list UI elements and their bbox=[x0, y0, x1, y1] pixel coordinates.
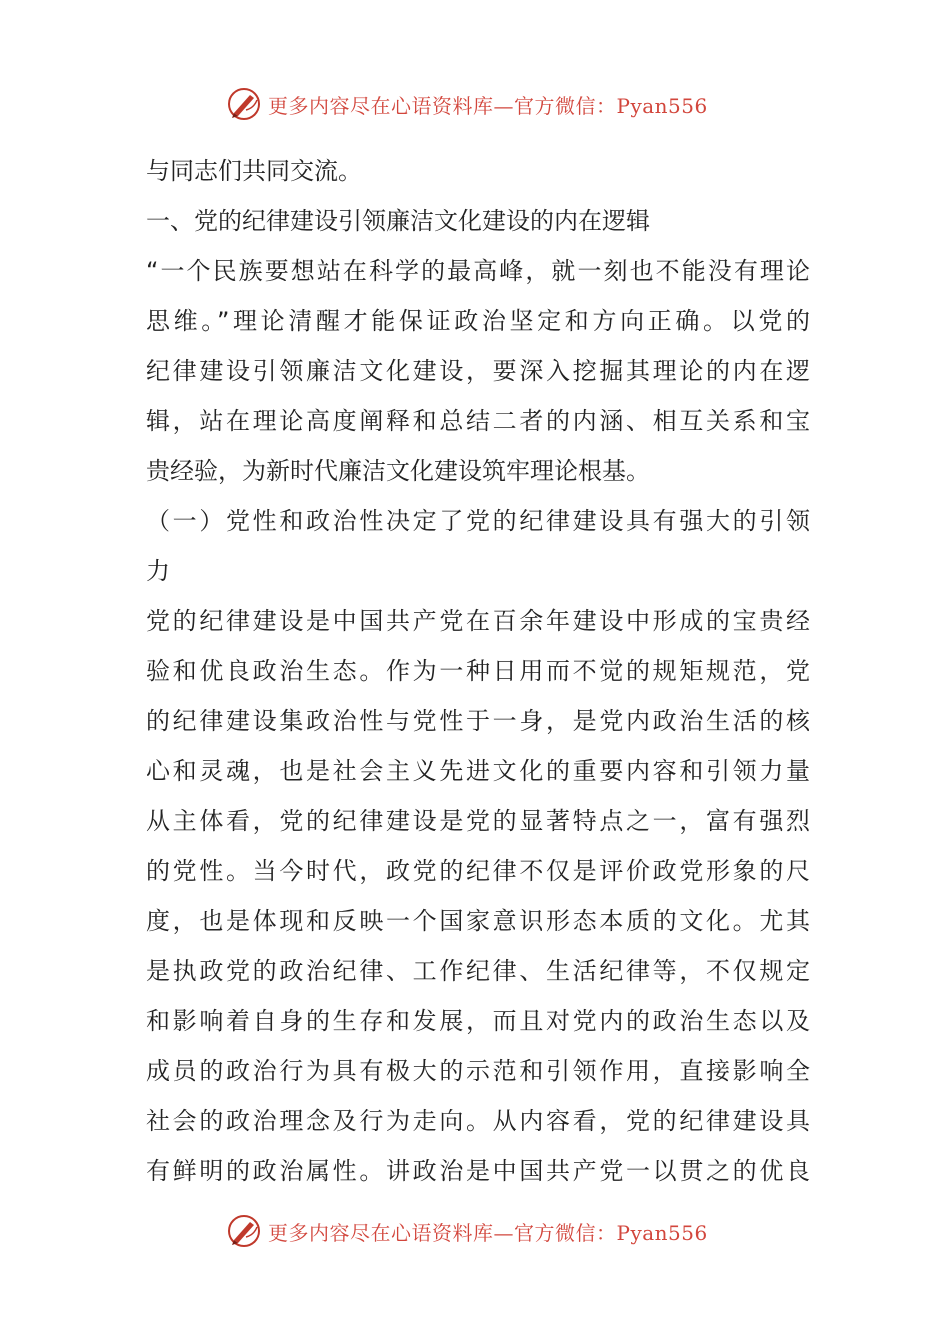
line-3: “一个民族要想站在科学的最高峰，就一刻也不能没有理论 bbox=[146, 257, 810, 285]
line-4: 思维。”理论清醒才能保证政治坚定和方向正确。以党的 bbox=[146, 307, 810, 335]
document-body bbox=[146, 146, 810, 1196]
line-21: 有鲜明的政治属性。讲政治是中国共产党一以贯之的优良 bbox=[146, 1157, 810, 1185]
line-18: 和影响着自身的生存和发展，而且对党内的政治生态以及 bbox=[146, 1007, 810, 1035]
pen-logo-icon bbox=[226, 86, 262, 122]
pen-logo-icon bbox=[226, 1213, 262, 1249]
line-1: 与同志们共同交流。 bbox=[146, 157, 362, 185]
line-6: 辑，站在理论高度阐释和总结二者的内涵、相互关系和宝 bbox=[146, 407, 810, 435]
banner-text: 更多内容尽在心语资料库—官方微信：Pyan556 bbox=[268, 1220, 708, 1245]
line-12: 的纪律建设集政治性与党性于一身，是党内政治生活的核 bbox=[146, 707, 810, 735]
line-11: 验和优良政治生态。作为一种日用而不觉的规矩规范，党 bbox=[146, 657, 810, 685]
line-15: 的党性。当今时代，政党的纪律不仅是评价政党形象的尺 bbox=[146, 857, 810, 885]
footer-banner bbox=[226, 1211, 708, 1251]
line-7: 贵经验，为新时代廉洁文化建设筑牢理论根基。 bbox=[146, 457, 650, 485]
section-heading: 一、党的纪律建设引领廉洁文化建设的内在逻辑 bbox=[146, 207, 650, 235]
line-20: 社会的政治理念及行为走向。从内容看，党的纪律建设具 bbox=[146, 1107, 810, 1135]
line-10: 党的纪律建设是中国共产党在百余年建设中形成的宝贵经 bbox=[146, 607, 810, 635]
line-5: 纪律建设引领廉洁文化建设，要深入挖掘其理论的内在逻 bbox=[146, 357, 810, 385]
line-14: 从主体看，党的纪律建设是党的显著特点之一，富有强烈 bbox=[146, 807, 810, 835]
header-banner bbox=[226, 84, 708, 124]
line-17: 是执政党的政治纪律、工作纪律、生活纪律等，不仅规定 bbox=[146, 957, 810, 985]
line-13: 心和灵魂，也是社会主义先进文化的重要内容和引领力量 bbox=[146, 757, 810, 785]
subsection-heading: （一）党性和政治性决定了党的纪律建设具有强大的引领 bbox=[146, 507, 810, 535]
subsection-heading-end: 力 bbox=[146, 557, 170, 585]
line-19: 成员的政治行为具有极大的示范和引领作用，直接影响全 bbox=[146, 1057, 810, 1085]
banner-text: 更多内容尽在心语资料库—官方微信：Pyan556 bbox=[268, 93, 708, 118]
line-16: 度，也是体现和反映一个国家意识形态本质的文化。尤其 bbox=[146, 907, 810, 935]
